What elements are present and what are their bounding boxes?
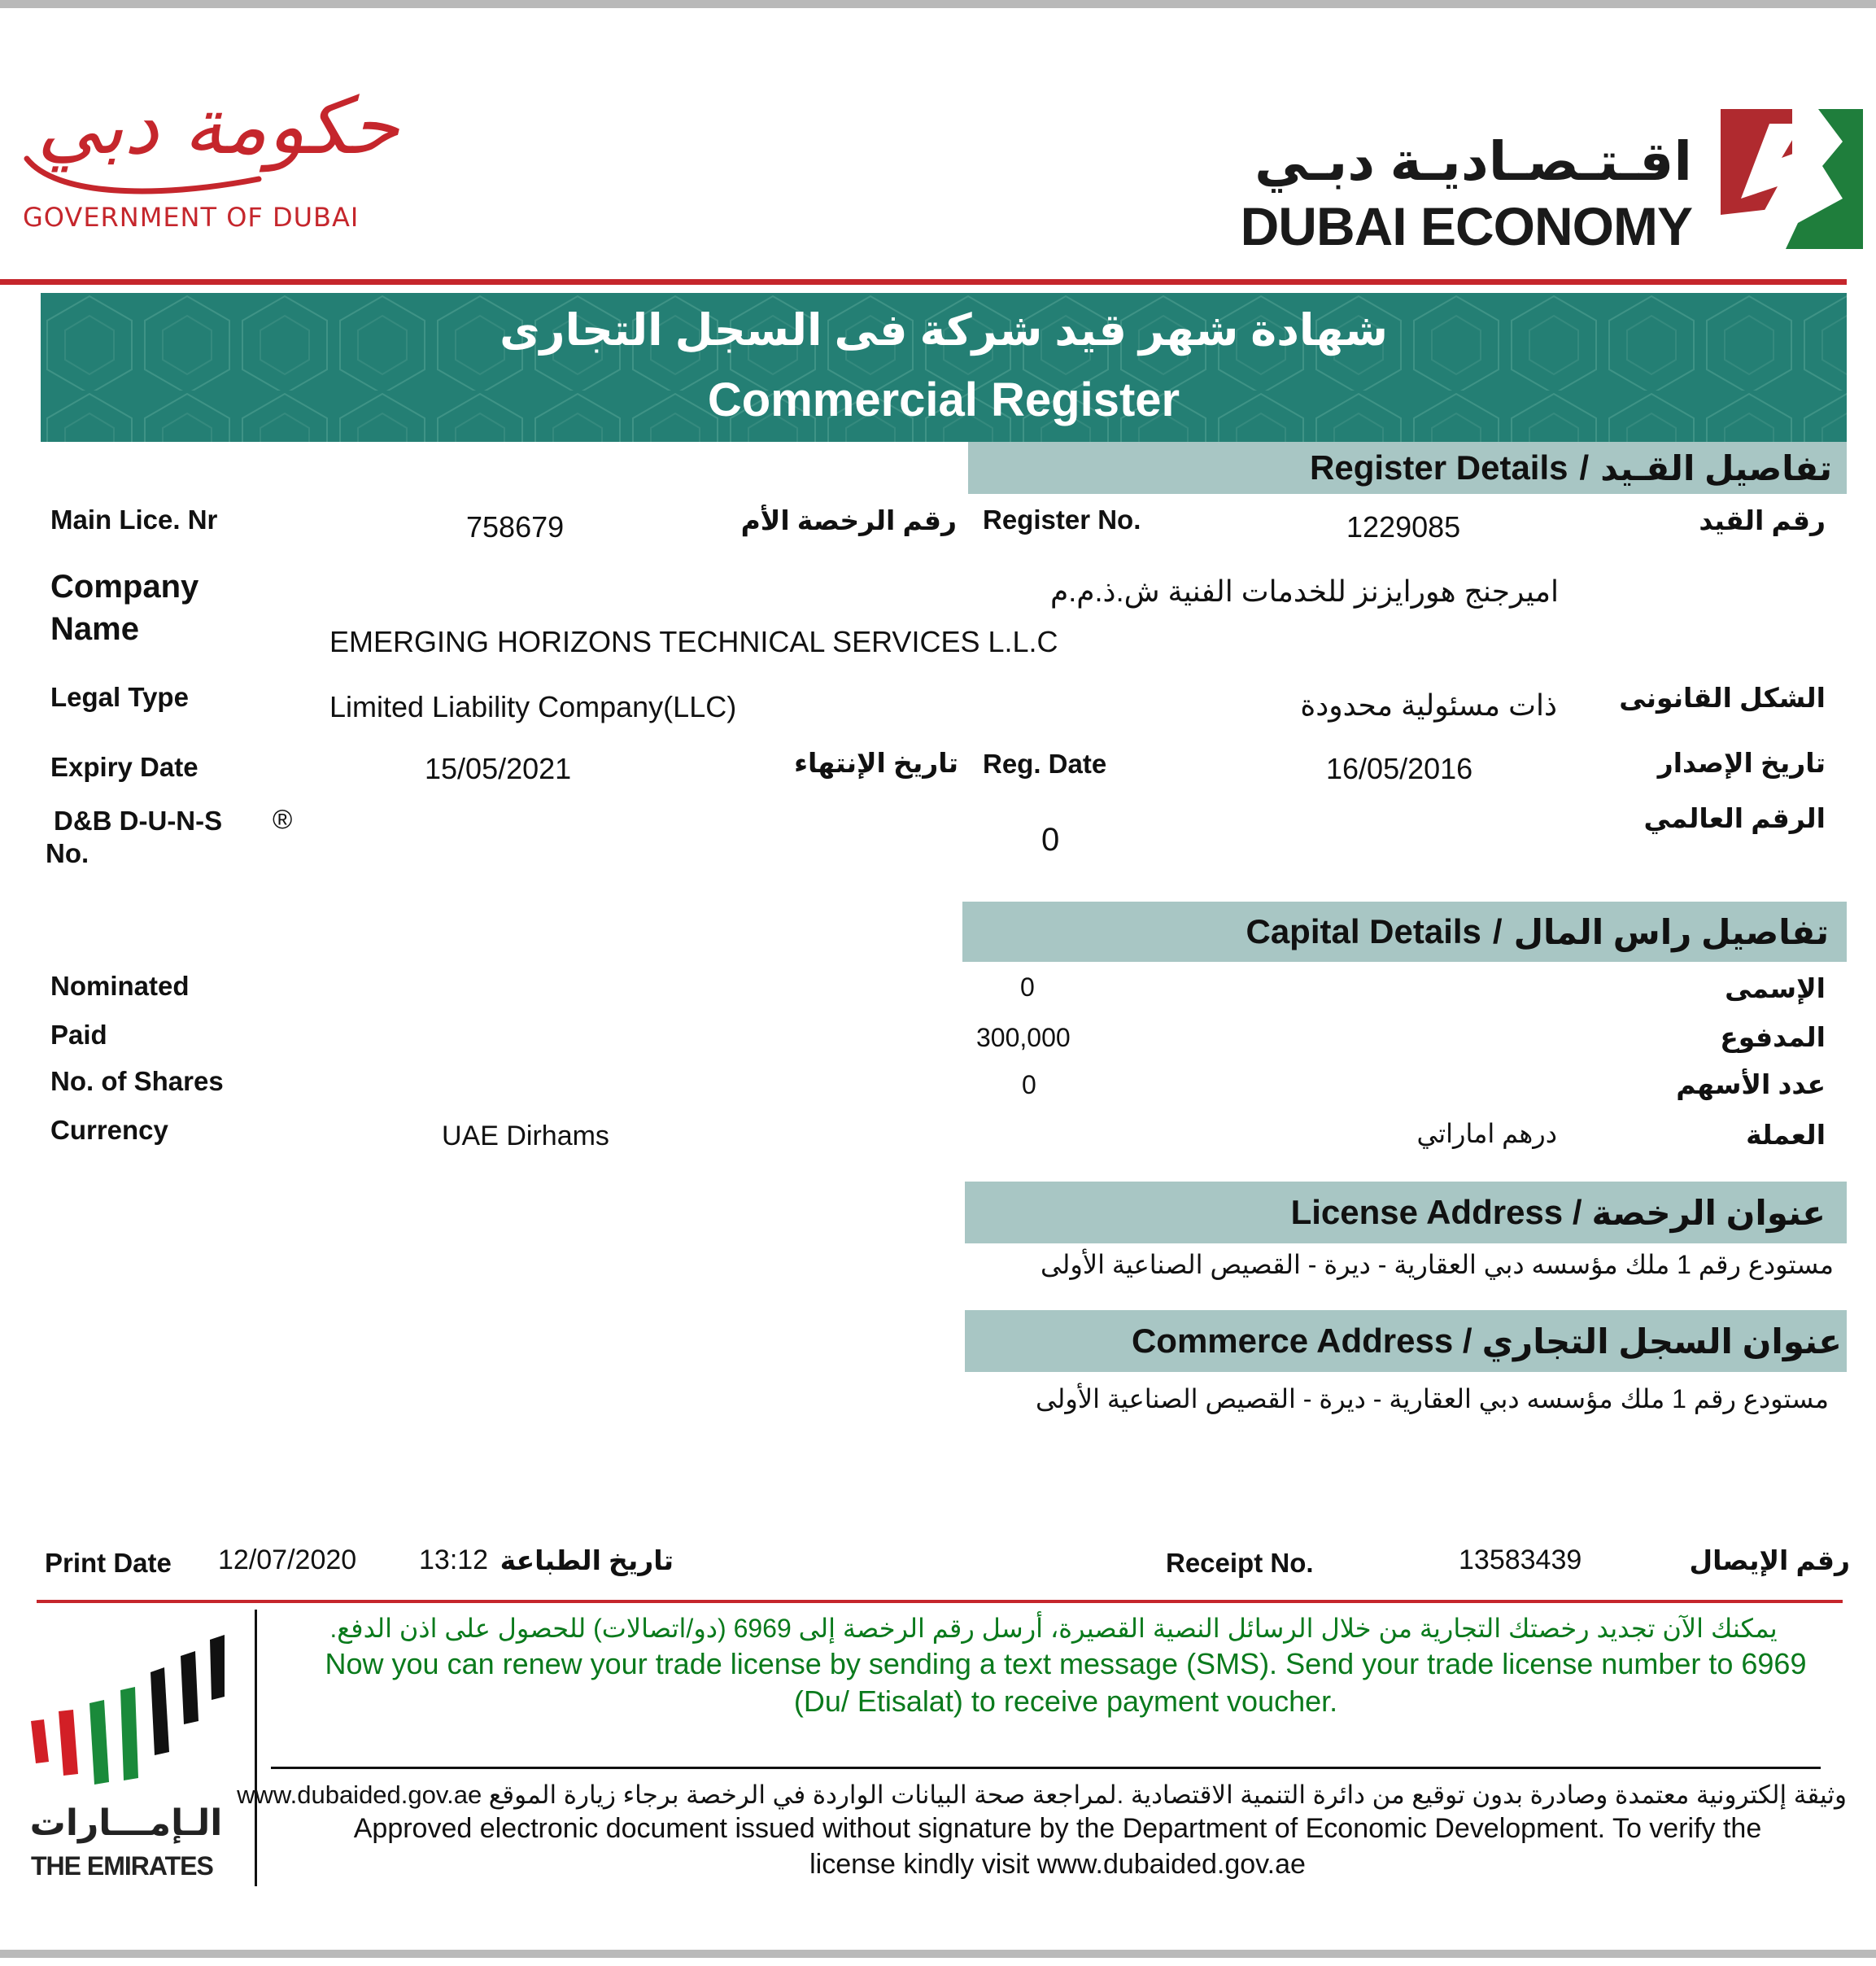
sms-notice-english-2: (Du/ Etisalat) to receive payment voucher. <box>793 1684 1338 1718</box>
register-no-label-ar: رقم القيد <box>1699 505 1826 535</box>
shares-label: No. of Shares <box>50 1066 224 1096</box>
nominated-value: 0 <box>1020 972 1035 1002</box>
header-divider <box>0 279 1847 285</box>
capital-section-ar: تفاصيل راس المال <box>1513 912 1829 951</box>
receipt-no-label-ar: رقم الإيصال <box>1689 1545 1850 1575</box>
license-address-header <box>965 1182 1847 1243</box>
capital-section-en: Capital Details <box>1246 912 1481 950</box>
de-logo-english: DUBAI ECONOMY <box>1240 196 1692 256</box>
sms-notice-english-1: Now you can renew your trade license by sending a text message (SMS). Send your trade license number to 6969 <box>325 1647 1807 1680</box>
register-no-label: Register No. <box>983 505 1141 535</box>
main-license-label-ar: رقم الرخصة الأم <box>740 505 957 535</box>
currency-label-ar: العملة <box>1746 1120 1826 1150</box>
de-logo-mark-icon <box>1721 109 1863 249</box>
duns-label-ar: الرقم العالمي <box>1643 803 1826 833</box>
reg-date-value: 16/05/2016 <box>1326 752 1473 785</box>
footer-vertical-divider <box>255 1610 257 1886</box>
legal-type-value-ar: ذات مسئولية محدودة <box>1300 688 1557 722</box>
reg-date-label-ar: تاريخ الإصدار <box>1657 748 1826 778</box>
receipt-no-label: Receipt No. <box>1166 1548 1314 1578</box>
shares-value: 0 <box>1022 1070 1036 1099</box>
emirates-stripes-icon <box>24 1615 236 1802</box>
legal-type-label-ar: الشكل القانونى <box>1619 683 1826 713</box>
company-name-arabic: اميرجنج هورايزنز للخدمات الفنية ش.ذ.م.م <box>1049 575 1559 608</box>
gov-logo-english: GOVERNMENT OF DUBAI <box>23 202 360 233</box>
capital-section-sep: / <box>1492 912 1503 950</box>
print-date-label-ar: تاريخ الطباعة <box>500 1545 674 1575</box>
banner-title-english: Commercial Register <box>707 374 1180 426</box>
commerce-address-en: Commerce Address / <box>1131 1322 1472 1360</box>
emirates-logo-english: THE EMIRATES <box>31 1851 213 1881</box>
company-name-label <box>50 566 199 650</box>
register-no-value: 1229085 <box>1346 510 1461 544</box>
license-address-text: مستودع رقم 1 ملك مؤسسه دبي العقارية - ديرة - القصيص الصناعية الأولى <box>1040 1250 1834 1279</box>
print-date-value: 12/07/2020 <box>218 1544 357 1575</box>
nominated-label: Nominated <box>50 971 190 1001</box>
expiry-date-value: 15/05/2021 <box>425 752 572 785</box>
approved-notice-english-1: Approved electronic document issued without signature by the Department of Economic Development. To verify the <box>353 1813 1762 1844</box>
approved-notice-english-2: license kindly visit www.dubaided.gov.ae <box>809 1849 1306 1880</box>
reg-date-label: Reg. Date <box>983 749 1107 779</box>
currency-label: Currency <box>50 1115 168 1145</box>
shares-label-ar: عدد الأسهم <box>1676 1069 1826 1099</box>
title-banner <box>41 293 1847 442</box>
duns-value: 0 <box>1041 822 1060 858</box>
top-border <box>0 0 1876 8</box>
duns-label: D&B D-U-N-S <box>54 806 223 836</box>
nominated-label-ar: الإسمى <box>1725 973 1826 1003</box>
paid-label-ar: المدفوع <box>1720 1022 1826 1052</box>
the-emirates-logo <box>24 1615 236 1892</box>
main-license-value: 758679 <box>466 510 565 544</box>
print-time-value: 13:12 <box>419 1544 489 1575</box>
license-address-ar: عنوان الرخصة <box>1591 1193 1826 1232</box>
expiry-date-label: Expiry Date <box>50 752 199 782</box>
paid-label: Paid <box>50 1020 107 1050</box>
register-section-ar: تفاصيل القـيد <box>1600 448 1832 487</box>
receipt-no-value: 13583439 <box>1459 1544 1582 1575</box>
gov-logo-arabic: حكومة دبي <box>37 81 399 172</box>
license-address-en: License Address / <box>1290 1193 1582 1231</box>
register-details-header <box>968 442 1847 494</box>
duns-label-no: No. <box>46 838 89 868</box>
banner-title-arabic: شهادة شهر قيد شركة فى السجل التجارى <box>500 306 1388 355</box>
paid-value: 300,000 <box>976 1023 1071 1052</box>
commerce-address-text: مستودع رقم 1 ملك مؤسسه دبي العقارية - ديرة - القصيص الصناعية الأولى <box>1035 1384 1829 1413</box>
company-name-label-line2: Name <box>50 611 139 647</box>
gov-logo-swash-icon <box>23 151 267 199</box>
commerce-address-ar: عنوان السجل التجاري <box>1481 1322 1842 1361</box>
bottom-border <box>0 1950 1876 1958</box>
company-name-english: EMERGING HORIZONS TECHNICAL SERVICES L.L.C <box>329 625 1058 658</box>
register-section-sep: / <box>1579 448 1590 487</box>
footer-divider <box>37 1600 1843 1603</box>
register-section-en: Register Details <box>1310 448 1568 487</box>
duns-registered-mark: ® <box>273 804 293 834</box>
print-date-label: Print Date <box>45 1548 172 1578</box>
emirates-logo-arabic: الـإمـــارات <box>29 1803 223 1843</box>
currency-value: UAE Dirhams <box>442 1121 609 1151</box>
dubai-economy-logo <box>1240 106 1863 260</box>
footer-inner-divider <box>271 1767 1821 1769</box>
commerce-address-header <box>965 1310 1847 1372</box>
currency-value-ar: درهم اماراتي <box>1416 1119 1557 1148</box>
legal-type-label: Legal Type <box>50 682 189 712</box>
sms-notice-arabic: يمكنك الآن تجديد رخصتك التجارية من خلال الرسائل النصية القصيرة، أرسل رقم الرخصة إلى 6969 (دو/اتصالات) للحصول على اذن الدفع. <box>329 1614 1778 1643</box>
capital-details-header <box>962 902 1847 962</box>
company-name-label-line1: Company <box>50 569 199 605</box>
de-logo-arabic: اقـتـصـاديـة دبـي <box>1254 131 1692 191</box>
main-license-label: Main Lice. Nr <box>50 505 218 535</box>
expiry-date-label-ar: تاريخ الإنتهاء <box>794 748 958 778</box>
approved-notice-arabic: وثيقة إلكترونية معتمدة وصادرة بدون توقيع من دائرة التنمية الاقتصادية .لمراجعة صحة البيانات الواردة في الرخصة برجاء زيارة الموقع www.dubaided.gov.ae <box>237 1780 1847 1809</box>
government-of-dubai-logo <box>23 73 405 236</box>
legal-type-value: Limited Liability Company(LLC) <box>329 690 737 723</box>
